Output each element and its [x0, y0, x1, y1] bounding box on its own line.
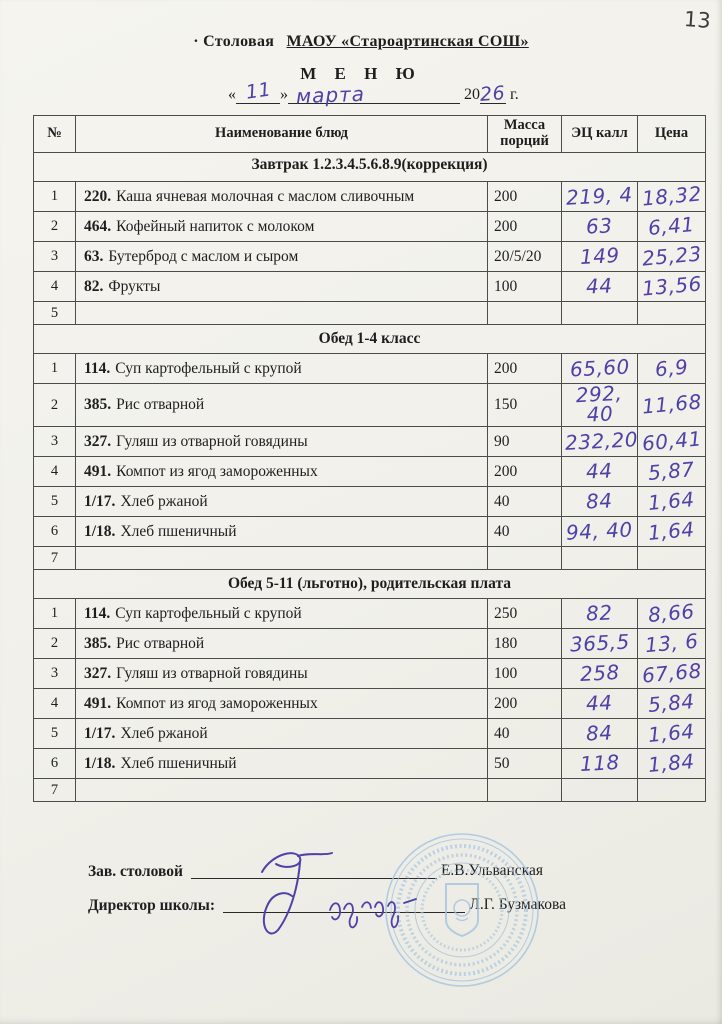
dish-name: Кофейный напиток с молоком [116, 217, 315, 235]
dish-name-cell [76, 457, 488, 487]
kcal-handwritten-value: 63 [585, 212, 614, 239]
dish-code: 385. [84, 634, 112, 652]
row-number: 2 [34, 212, 76, 242]
section-title: Обед 5-11 (льготно), родительская плата [34, 570, 706, 599]
price-cell [638, 719, 706, 749]
dish-name: Рис отварной [116, 634, 205, 652]
kcal-handwritten-value: 219, 4 [565, 181, 634, 210]
kcal-cell [562, 380, 638, 427]
school-director-signature-row [88, 896, 566, 915]
dish-name-cell [76, 384, 488, 427]
menu-row [34, 487, 706, 517]
dish-name-cell [76, 629, 488, 659]
col-header-price: Цена [638, 116, 706, 153]
price-handwritten-value: 5,84 [647, 688, 696, 717]
kcal-handwritten-value: 292, 40 [575, 380, 623, 427]
dish-name-cell [76, 182, 488, 212]
price-handwritten-value: 13, 6 [643, 628, 700, 657]
row-number: 3 [34, 659, 76, 689]
kcal-cell [562, 547, 638, 570]
mass-value: 100 [488, 659, 562, 689]
row-number: 5 [34, 302, 76, 325]
menu-row [34, 629, 706, 659]
row-number: 5 [34, 719, 76, 749]
month-blank [288, 81, 460, 109]
col-header-number: № [34, 116, 76, 153]
price-cell [638, 182, 706, 212]
mass-value: 200 [488, 212, 562, 242]
mass-value: 250 [488, 599, 562, 629]
dish-code: 491. [84, 462, 112, 480]
row-number: 1 [34, 182, 76, 212]
mass-value: 150 [488, 384, 562, 427]
dish-name: Фрукты [108, 277, 161, 295]
price-cell [638, 302, 706, 325]
price-handwritten-value: 6,41 [647, 211, 696, 240]
menu-row [34, 517, 706, 547]
dish-name-cell [76, 779, 488, 802]
price-cell [638, 242, 706, 272]
menu-row [34, 242, 706, 272]
org-name: МАОУ «Староартинская СОШ» [286, 33, 529, 50]
menu-table-body [34, 153, 706, 802]
price-cell [638, 272, 706, 302]
dish-code: 491. [84, 694, 112, 712]
kcal-handwritten-value: 258 [579, 659, 620, 686]
section-header-row [34, 570, 706, 599]
dish-name: Хлеб ржаной [120, 492, 208, 510]
kcal-cell [562, 182, 638, 212]
page-number: 13 [683, 7, 712, 33]
row-number: 2 [34, 629, 76, 659]
open-quote: « [228, 86, 236, 103]
signature-line [223, 898, 465, 913]
row-number: 1 [34, 354, 76, 384]
price-cell [638, 547, 706, 570]
kcal-cell [562, 779, 638, 802]
kcal-handwritten-value: 84 [585, 719, 614, 746]
section-header-row [34, 153, 706, 182]
year-printed: 20 [464, 86, 480, 103]
kcal-cell [562, 272, 638, 302]
dish-name-cell [76, 272, 488, 302]
price-cell [638, 384, 706, 427]
price-handwritten-value: 8,66 [647, 598, 696, 627]
menu-row [34, 547, 706, 570]
dish-name: Суп картофельный с крупой [115, 359, 302, 377]
row-number: 4 [34, 272, 76, 302]
dish-code: 1/18. [84, 754, 116, 772]
menu-title: М Е Н Ю [300, 64, 422, 83]
menu-row [34, 427, 706, 457]
org-prefix: · Столовая [193, 33, 275, 50]
dish-name: Гуляш из отварной говядины [116, 664, 308, 682]
dish-code: 327. [84, 664, 112, 682]
kcal-handwritten-value: 149 [579, 242, 620, 269]
mass-value [488, 302, 562, 325]
price-cell [638, 689, 706, 719]
mass-value: 200 [488, 689, 562, 719]
mass-value: 200 [488, 182, 562, 212]
mass-value: 40 [488, 487, 562, 517]
price-cell [638, 599, 706, 629]
kcal-cell [562, 354, 638, 384]
row-number: 6 [34, 517, 76, 547]
kcal-handwritten-value: 118 [579, 749, 620, 776]
dish-code: 464. [84, 217, 112, 235]
mass-value: 100 [488, 272, 562, 302]
dish-name-cell [76, 517, 488, 547]
row-number: 3 [34, 427, 76, 457]
section-title: Обед 1-4 класс [34, 325, 706, 354]
kcal-cell [562, 457, 638, 487]
mass-value: 200 [488, 354, 562, 384]
menu-row [34, 749, 706, 779]
price-cell [638, 457, 706, 487]
price-cell [638, 749, 706, 779]
menu-row [34, 182, 706, 212]
dish-name: Хлеб ржаной [120, 724, 208, 742]
dish-code: 1/18. [84, 522, 116, 540]
dish-code: 220. [84, 187, 112, 205]
dish-code: 385. [84, 396, 112, 413]
dish-name: Компот из ягод замороженных [116, 694, 318, 712]
kcal-handwritten-value: 365,5 [569, 628, 630, 657]
kcal-cell [562, 749, 638, 779]
menu-row [34, 689, 706, 719]
day-blank [236, 78, 280, 104]
row-number: 7 [34, 779, 76, 802]
dish-name: Бутерброд с маслом и сыром [108, 247, 299, 265]
menu-row [34, 212, 706, 242]
row-number: 3 [34, 242, 76, 272]
year-blank [479, 82, 506, 106]
price-handwritten-value: 5,87 [647, 456, 696, 485]
menu-table-header [34, 116, 706, 153]
section-title: Завтрак 1.2.3.4.5.6.8.9(коррекция) [34, 153, 706, 182]
canteen-manager-label: Зав. столовой [88, 863, 183, 880]
dish-name: Суп картофельный с крупой [115, 604, 302, 622]
kcal-handwritten-value: 65,60 [569, 353, 630, 382]
handwritten-day: 11 [244, 78, 273, 104]
dish-code: 82. [84, 277, 104, 295]
price-handwritten-value: 1,84 [647, 748, 696, 777]
row-number: 7 [34, 547, 76, 570]
price-handwritten-value: 60,41 [640, 425, 703, 456]
kcal-cell [562, 659, 638, 689]
handwritten-month: марта [295, 81, 366, 109]
price-handwritten-value: 1,64 [647, 718, 696, 747]
signature-line [191, 864, 437, 879]
dish-name-cell [76, 212, 488, 242]
dish-code: 1/17. [84, 724, 116, 742]
kcal-handwritten-value: 232,20 [564, 426, 639, 455]
price-cell [638, 354, 706, 384]
org-line [0, 33, 722, 51]
mass-value [488, 779, 562, 802]
kcal-cell [562, 599, 638, 629]
mass-value [488, 547, 562, 570]
mass-value: 180 [488, 629, 562, 659]
price-handwritten-value: 13,56 [640, 270, 703, 301]
price-handwritten-value: 11,68 [640, 389, 703, 419]
row-number: 4 [34, 457, 76, 487]
dish-name-cell [76, 487, 488, 517]
dish-name: Гуляш из отварной говядины [116, 432, 308, 450]
menu-row [34, 659, 706, 689]
row-number: 1 [34, 599, 76, 629]
kcal-cell [562, 689, 638, 719]
year-suffix: г. [510, 86, 519, 103]
dish-name-cell [76, 427, 488, 457]
kcal-handwritten-value: 44 [585, 457, 614, 484]
price-handwritten-value: 6,9 [653, 354, 690, 381]
price-cell [638, 659, 706, 689]
dish-name: Хлеб пшеничный [120, 754, 237, 772]
school-director-label: Директор школы: [88, 897, 215, 914]
row-number: 2 [34, 384, 76, 427]
price-handwritten-value: 25,23 [640, 240, 703, 271]
dish-name-cell [76, 302, 488, 325]
price-cell [638, 629, 706, 659]
dish-name: Хлеб пшеничный [120, 522, 237, 540]
dish-code: 114. [84, 359, 111, 377]
menu-row [34, 779, 706, 802]
kcal-handwritten-value: 82 [585, 599, 614, 626]
menu-row [34, 599, 706, 629]
dish-name: Рис отварной [116, 396, 205, 413]
price-handwritten-value: 1,64 [647, 516, 696, 545]
canteen-manager-name: Е.В.Ульванская [440, 862, 543, 879]
mass-value: 40 [488, 719, 562, 749]
menu-row [34, 719, 706, 749]
kcal-cell [562, 302, 638, 325]
dish-code: 63. [84, 247, 104, 265]
kcal-cell [562, 427, 638, 457]
kcal-handwritten-value: 44 [585, 689, 614, 716]
menu-row [34, 354, 706, 384]
manager-signature-scribble [240, 838, 360, 948]
kcal-handwritten-value: 44 [585, 272, 614, 299]
price-cell [638, 212, 706, 242]
row-number: 5 [34, 487, 76, 517]
menu-row [34, 384, 706, 427]
col-header-kcal: ЭЦ калл [562, 116, 638, 153]
price-cell [638, 517, 706, 547]
menu-table [33, 115, 706, 802]
dish-name-cell [76, 547, 488, 570]
dish-name-cell [76, 599, 488, 629]
dish-name: Каша ячневая молочная с маслом сливочным [116, 187, 415, 205]
menu-row [34, 457, 706, 487]
kcal-handwritten-value: 84 [585, 487, 614, 514]
kcal-cell [562, 629, 638, 659]
kcal-handwritten-value: 94, 40 [565, 516, 634, 545]
price-cell [638, 487, 706, 517]
dish-name: Компот из ягод замороженных [116, 462, 318, 480]
school-director-name: Л.Г. Бузмакова [469, 896, 566, 913]
price-cell [638, 427, 706, 457]
row-number: 6 [34, 749, 76, 779]
dish-code: 327. [84, 432, 112, 450]
price-handwritten-value: 67,68 [640, 657, 703, 688]
section-header-row [34, 325, 706, 354]
dish-code: 1/17. [84, 492, 116, 510]
dish-code: 114. [84, 604, 111, 622]
dish-name-cell [76, 749, 488, 779]
mass-value: 200 [488, 457, 562, 487]
dish-name-cell [76, 689, 488, 719]
handwritten-year: 26 [479, 82, 506, 106]
col-header-dish: Наименование блюд [76, 116, 488, 153]
dish-name-cell [76, 242, 488, 272]
mass-value: 50 [488, 749, 562, 779]
mass-value: 40 [488, 517, 562, 547]
row-number: 4 [34, 689, 76, 719]
header-row [34, 116, 706, 153]
kcal-cell [562, 487, 638, 517]
menu-row [34, 302, 706, 325]
price-cell [638, 779, 706, 802]
dish-name-cell [76, 354, 488, 384]
date-line [228, 78, 519, 109]
kcal-cell [562, 517, 638, 547]
kcal-cell [562, 719, 638, 749]
dish-name-cell [76, 659, 488, 689]
mass-value: 20/5/20 [488, 242, 562, 272]
kcal-cell [562, 212, 638, 242]
col-header-mass: Масса порций [488, 116, 562, 153]
canteen-manager-signature-row [88, 862, 543, 881]
price-handwritten-value: 1,64 [647, 486, 696, 515]
menu-row [34, 272, 706, 302]
price-handwritten-value: 18,32 [640, 180, 703, 211]
mass-value: 90 [488, 427, 562, 457]
close-quote: » [280, 86, 288, 103]
dish-name-cell [76, 719, 488, 749]
kcal-cell [562, 242, 638, 272]
